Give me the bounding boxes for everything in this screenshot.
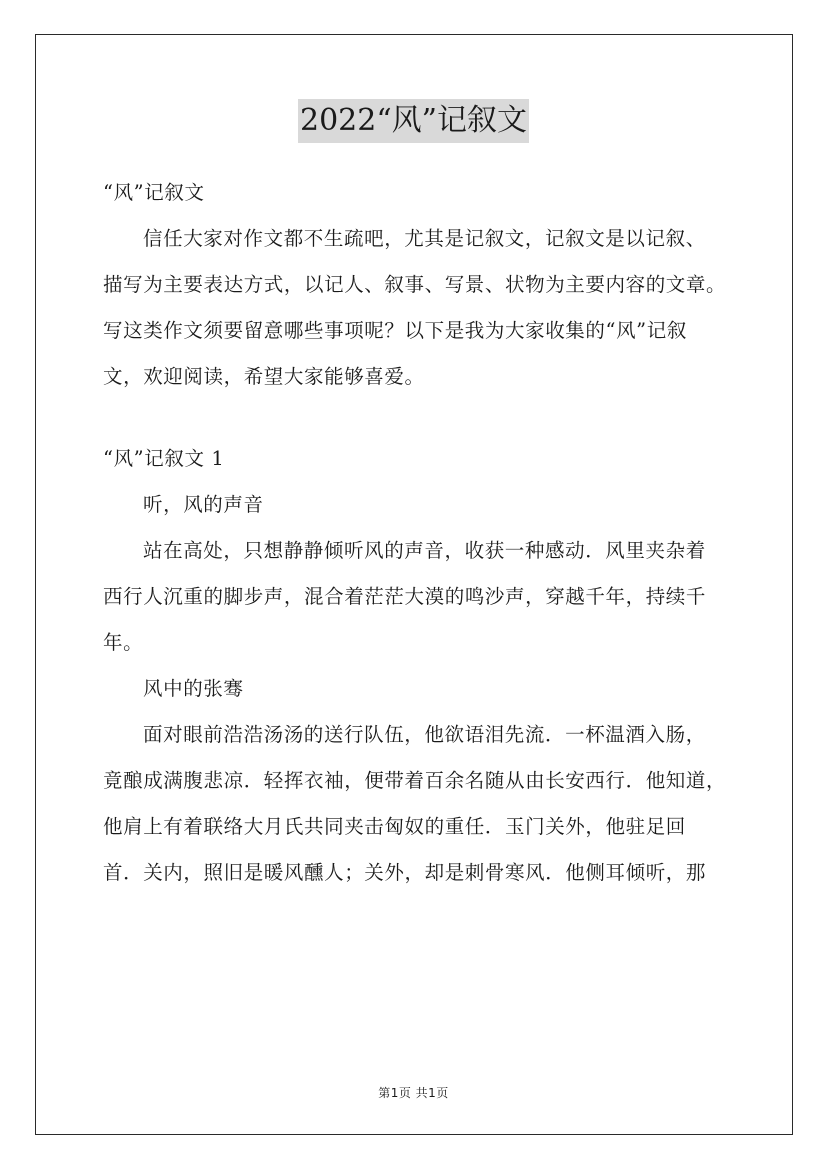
paragraph-line: 首．关内，照旧是暖风醺人；关外，却是刺骨寒风．他侧耳倾听，那	[103, 861, 707, 884]
paragraph-line: 年。	[103, 631, 144, 654]
paragraph-line: 竟酿成满腹悲凉．轻挥衣袖，便带着百余名随从由长安西行．他知道，	[103, 769, 727, 792]
paragraph-line: 他肩上有着联络大月氏共同夹击匈奴的重任．玉门关外，他驻足回	[103, 815, 686, 838]
intro-line: 写这类作文须要留意哪些事项呢？以下是我为大家收集的“风”记叙	[103, 319, 687, 342]
intro-line: 文，欢迎阅读，希望大家能够喜爱。	[103, 365, 425, 388]
paragraph-gap	[103, 400, 743, 436]
paragraph-line: 面对眼前浩浩汤汤的送行队伍，他欲语泪先流．一杯温酒入肠，	[143, 723, 706, 746]
intro-line: 描写为主要表达方式，以记人、叙事、写景、状物为主要内容的文章。	[103, 273, 727, 296]
section-heading: “风”记叙文 1	[103, 447, 225, 470]
page-footer: 第1页 共1页	[378, 1086, 449, 1100]
document-body	[103, 170, 743, 896]
document-title	[0, 99, 827, 143]
intro-line: 信任大家对作文都不生疏吧，尤其是记叙文，记叙文是以记叙、	[143, 227, 706, 250]
subheading-listen: 听，风的声音	[143, 493, 264, 516]
paragraph-line: 站在高处，只想静静倾听风的声音，收获一种感动．风里夹杂着	[143, 539, 706, 562]
subtitle: “风”记叙文	[103, 181, 205, 204]
subheading-zhangqian: 风中的张骞	[143, 677, 244, 700]
document-title-text: 2022“风”记叙文	[298, 99, 529, 143]
paragraph-line: 西行人沉重的脚步声，混合着茫茫大漠的鸣沙声，穿越千年，持续千	[103, 585, 707, 608]
